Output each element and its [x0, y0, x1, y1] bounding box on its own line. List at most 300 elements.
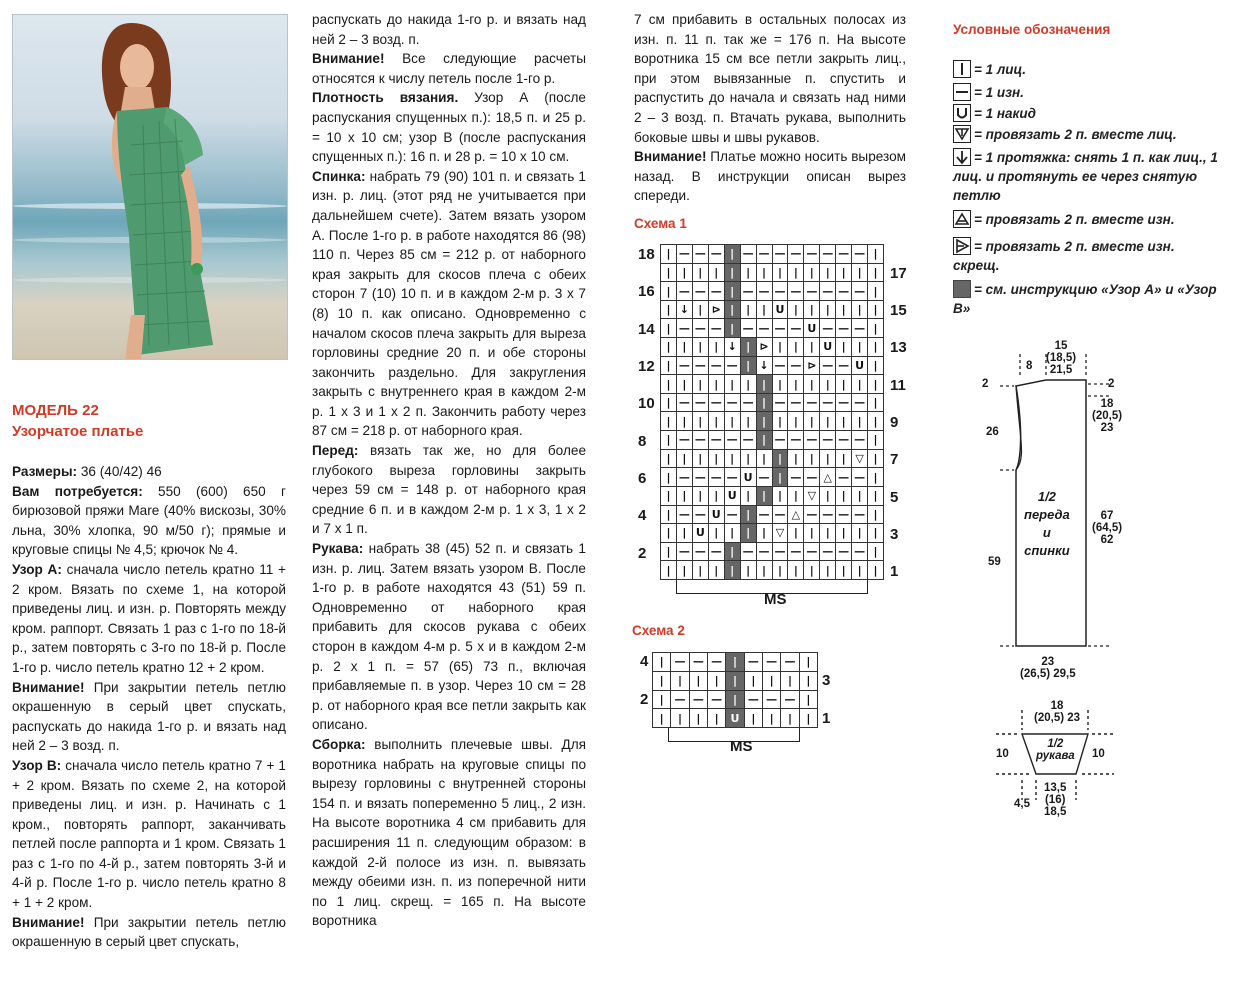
stitch-cell: | — [709, 264, 724, 282]
stitch-cell: | — [757, 431, 772, 449]
stitch-cell: | — [709, 375, 724, 393]
stitch-cell: — — [836, 431, 851, 449]
stitch-cell: | — [741, 524, 756, 542]
skpo-icon — [953, 148, 971, 166]
stitch-cell: | — [852, 301, 867, 319]
paragraph-text: вязать так же, но для более глубокого выреза горловины закрыть через 59 см = 148 р. от наборного края средние 6 п. и в каждом 2-м р. 1 х 3, 1 х 2 и 7 х 1 п. — [312, 443, 586, 537]
stitch-cell: — — [804, 245, 819, 263]
stitch-cell: | — [804, 561, 819, 579]
stitch-cell: — — [773, 245, 788, 263]
stitch-cell: | — [745, 672, 762, 690]
legend-item-text: = 1 накид — [974, 106, 1036, 121]
stitch-cell: — — [852, 431, 867, 449]
row-number: 17 — [890, 264, 907, 282]
stitch-cell: — — [709, 282, 724, 300]
paragraph — [12, 462, 286, 482]
stitch-cell: — — [804, 506, 819, 524]
stitch-cell: | — [788, 375, 803, 393]
stitch-cell: — — [690, 691, 707, 709]
stitch-cell: | — [708, 709, 725, 727]
stitch-cell: | — [726, 691, 743, 709]
stitch-cell: — — [757, 506, 772, 524]
stitch-cell: U — [741, 468, 756, 486]
stitch-cell: | — [820, 487, 835, 505]
body-label: 1/2 переда и спинки — [1024, 489, 1070, 558]
paragraph-text: 7 см прибавить в остальных полосах из изн. п. 11 п. так же = 176 п. На высоте воротника 15 см все петли закрыть лиц., при этом вывязанные п. спустить и распустить до начала и связать над ними 2 – 3 возд. п. Втачать рукава, выполнить боковые швы и швы рукавов. — [634, 12, 906, 145]
stitch-cell: | — [661, 264, 676, 282]
legend-item-text: = 1 лиц. — [974, 62, 1027, 77]
stitch-cell: | — [868, 375, 883, 393]
stitch-cell: | — [868, 487, 883, 505]
legend-item — [953, 125, 1223, 144]
paragraph — [12, 560, 286, 678]
model-photo — [12, 14, 288, 360]
body-shoulder-width: 15 (18,5) 21,5 — [1046, 340, 1077, 376]
stitch-cell: — — [741, 245, 756, 263]
stitch-cell: | — [677, 561, 692, 579]
stitch-cell: — — [852, 282, 867, 300]
stitch-cell: — — [741, 282, 756, 300]
row-number: 9 — [890, 414, 899, 431]
stitch-cell: — — [788, 245, 803, 263]
stitch-cell: | — [773, 487, 788, 505]
stitch-cell: — — [804, 431, 819, 449]
stitch-cell: | — [661, 245, 676, 263]
stitch-cell: — — [677, 357, 692, 375]
paragraph-lead: Внимание! — [12, 914, 85, 930]
legend-item — [953, 60, 1223, 79]
row-number: 1 — [890, 563, 899, 581]
body-lower-left: 59 — [988, 556, 1001, 568]
stitch-cell: | — [693, 561, 708, 579]
legend-item — [953, 148, 1223, 205]
stitch-cell: | — [773, 412, 788, 430]
row-number: 6 — [638, 470, 647, 487]
stitch-cell: — — [693, 431, 708, 449]
row-number: 5 — [890, 488, 899, 506]
stitch-cell: ▽ — [804, 487, 819, 505]
row-number: 4 — [640, 653, 649, 670]
stitch-cell: | — [852, 338, 867, 356]
stitch-cell: | — [773, 468, 788, 486]
schema-1-grid — [660, 244, 884, 580]
stitch-cell: — — [836, 245, 851, 263]
stitch-cell: | — [820, 561, 835, 579]
stitch-cell: — — [804, 282, 819, 300]
stitch-cell: U — [709, 506, 724, 524]
stitch-cell: | — [757, 450, 772, 468]
stitch-cell: — — [677, 506, 692, 524]
stitch-cell: | — [804, 338, 819, 356]
stitch-cell: | — [868, 357, 883, 375]
paragraph-text: выполнить плечевые швы. Для воротника набрать на круговые спицы по вырезу горловины с внутренней стороны 154 п. и вязать попеременно 5 лиц., 2 изн. На высоте воротника 4 см прибавить для расширения 11 п. следующим образом: в каждой 2-й полосе из изн. п. вывязать между обеими изн. п. из поперечной нити по 1 лиц. скрещ. = 165 п. На высоте воротника — [312, 736, 586, 929]
stitch-cell: | — [709, 487, 724, 505]
stitch-cell: | — [773, 375, 788, 393]
paragraph-lead: Спинка: — [312, 168, 366, 184]
stitch-cell: | — [693, 338, 708, 356]
stitch-cell: | — [800, 709, 817, 727]
stitch-cell: — — [741, 394, 756, 412]
paragraph — [312, 49, 586, 88]
stitch-cell: | — [800, 691, 817, 709]
k2tog-icon — [953, 125, 971, 143]
schema-2-ms-label: MS — [730, 738, 753, 755]
legend-item-text: = провязать 2 п. вместе лиц. — [974, 127, 1177, 142]
body-side-length: 67 (64,5) 62 — [1092, 510, 1123, 546]
legend-item — [953, 210, 1223, 229]
stitch-cell: | — [661, 524, 676, 542]
paragraph-text: Платье можно носить вырезом назад. В инструкции описан вырез спереди. — [634, 149, 906, 204]
schema-2-title: Схема 2 — [632, 623, 685, 638]
stitch-cell: ⊳ — [709, 301, 724, 319]
stitch-cell: — — [693, 245, 708, 263]
stitch-cell: | — [677, 412, 692, 430]
stitch-cell: — — [709, 394, 724, 412]
paragraph — [312, 539, 586, 735]
stitch-cell: | — [693, 450, 708, 468]
stitch-cell: | — [690, 672, 707, 690]
stitch-cell: | — [661, 319, 676, 337]
stitch-cell: — — [788, 282, 803, 300]
instructions-column-1 — [12, 462, 286, 952]
stitch-cell: — — [709, 245, 724, 263]
stitch-cell: | — [852, 561, 867, 579]
stitch-cell: | — [677, 375, 692, 393]
legend-item-text: = см. инструкцию «Узор А» и «Узор В» — [953, 282, 1217, 316]
stitch-cell: | — [671, 672, 688, 690]
stitch-cell: — — [804, 543, 819, 561]
stitch-cell: ⊳ — [804, 357, 819, 375]
stitch-cell: | — [868, 282, 883, 300]
stitch-cell: — — [677, 543, 692, 561]
paragraph — [12, 482, 286, 560]
sleeve-height-right: 10 — [1092, 748, 1105, 760]
sleeve-top-width: 18 (20,5) 23 — [1034, 700, 1081, 724]
stitch-cell: — — [745, 653, 762, 671]
stitch-cell: — — [852, 245, 867, 263]
stitch-cell: — — [820, 431, 835, 449]
paragraph-text: 550 (600) 650 г бирюзовой пряжи Mare (40% вискозы, 30% льна, 30% хлопка, 90 м/50 г); прямые и круговые спицы № 4,5; крючок № 4. — [12, 483, 286, 558]
stitch-cell: | — [661, 561, 676, 579]
paragraph-text: При закрытии петель петлю окрашенную в серый цвет спускать, распускать до накида 1-го р. и вязать над ней 2 – 3 возд. п. — [12, 679, 286, 754]
stitch-cell: | — [763, 709, 780, 727]
stitch-cell: | — [868, 543, 883, 561]
paragraph-lead: Вам потребуется: — [12, 483, 143, 499]
stitch-cell: | — [820, 264, 835, 282]
stitch-cell: | — [661, 487, 676, 505]
stitch-cell: — — [773, 543, 788, 561]
stitch-cell: | — [757, 264, 772, 282]
stitch-cell: | — [804, 375, 819, 393]
row-number: 1 — [822, 710, 831, 727]
stitch-cell: | — [836, 487, 851, 505]
stitch-cell: | — [836, 301, 851, 319]
row-number: 18 — [638, 246, 655, 263]
stitch-cell: | — [836, 412, 851, 430]
stitch-cell: | — [773, 338, 788, 356]
stitch-cell: | — [868, 264, 883, 282]
stitch-cell: | — [693, 412, 708, 430]
stitch-cell: | — [661, 338, 676, 356]
stitch-cell: — — [852, 506, 867, 524]
stitch-cell: | — [820, 412, 835, 430]
stitch-cell: | — [804, 524, 819, 542]
stitch-cell: | — [677, 524, 692, 542]
stitch-cell: | — [820, 375, 835, 393]
stitch-cell: — — [757, 543, 772, 561]
stitch-cell: | — [725, 264, 740, 282]
stitch-cell: | — [677, 450, 692, 468]
stitch-cell: | — [709, 338, 724, 356]
stitch-cell: — — [773, 394, 788, 412]
body-neck-top: 8 — [1026, 360, 1033, 372]
stitch-cell: | — [653, 691, 670, 709]
stitch-cell: | — [757, 375, 772, 393]
stitch-cell: — — [693, 468, 708, 486]
stitch-cell: U — [804, 319, 819, 337]
stitch-cell: | — [757, 394, 772, 412]
stitch-cell: | — [868, 468, 883, 486]
paragraph-text: набрать 79 (90) 101 п. и связать 1 изн. р. лиц. (этот ряд не учитывается при дальнейшем счете). Затем вязать узором А. После 1-го р. в работе находятся 86 (98) 110 п. Через 85 см = 212 р. от наборного края закрыть для скосов плеча с обеих сторон 7 (10) 10 п. и в каждом 2-м р. 3 х 7 (8) 10 п. как описано. Одновременно с началом скосов плеча закрыть для выреза горловины средние 20 п. и обе стороны закончить раздельно. Для закругления закрыть с внутреннего края в каждом 2-м р. 1 х 3 и 1 х 2 п. Закончить работу через 87 см = 218 р. от наборного края. — [312, 168, 586, 439]
stitch-cell: | — [725, 282, 740, 300]
stitch-cell: ▽ — [773, 524, 788, 542]
stitch-cell: | — [725, 561, 740, 579]
sleeve-bottom-width: 13,5 (16) 18,5 — [1044, 782, 1067, 818]
paragraph-text: сначала число петель кратно 11 + 2 кром. Вязать по схеме 1, на которой приведены лиц. и изн. р. Повторять между кром. раппорт. Связать 1 раз с 1-го по 18-й р., затем повторять с 3-го по 18-й р. После 1-го р. число петель кратно 12 + 2 кром. — [12, 561, 286, 675]
stitch-cell: | — [725, 524, 740, 542]
legend-item — [953, 280, 1223, 318]
stitch-cell: — — [788, 394, 803, 412]
stitch-cell: | — [661, 468, 676, 486]
stitch-cell: — — [693, 394, 708, 412]
stitch-cell: | — [661, 282, 676, 300]
stitch-cell: — — [836, 394, 851, 412]
stitch-cell: — — [788, 468, 803, 486]
stitch-cell: | — [868, 394, 883, 412]
stitch-cell: | — [725, 319, 740, 337]
stitch-cell: | — [693, 301, 708, 319]
stitch-cell: | — [757, 487, 772, 505]
stitch-cell: — — [690, 653, 707, 671]
stitch-cell: | — [677, 264, 692, 282]
stitch-cell: — — [788, 319, 803, 337]
paragraph-text: распускать до накида 1-го р. и вязать над ней 2 – 3 возд. п. — [312, 12, 586, 47]
stitch-cell: — — [741, 319, 756, 337]
stitch-cell: U — [820, 338, 835, 356]
stitch-cell: | — [773, 450, 788, 468]
row-number: 4 — [638, 507, 647, 525]
stitch-cell: — — [836, 543, 851, 561]
stitch-cell: — — [773, 506, 788, 524]
stitch-cell: — — [677, 468, 692, 486]
legend-item — [953, 237, 1223, 275]
model-in-green-lace-dress-photo — [13, 15, 288, 360]
stitch-cell: — — [820, 282, 835, 300]
stitch-cell: | — [820, 301, 835, 319]
stitch-cell: | — [868, 431, 883, 449]
stitch-cell: | — [781, 709, 798, 727]
stitch-cell: — — [757, 245, 772, 263]
stitch-cell: — — [763, 691, 780, 709]
stitch-cell: △ — [788, 506, 803, 524]
stitch-cell: — — [781, 653, 798, 671]
stitch-cell: | — [693, 264, 708, 282]
stitch-cell: | — [800, 672, 817, 690]
stitch-cell: — — [820, 394, 835, 412]
row-number: 3 — [822, 672, 831, 689]
stitch-cell: | — [708, 672, 725, 690]
stitch-cell: | — [836, 450, 851, 468]
stitch-cell: | — [757, 301, 772, 319]
stitch-cell: — — [757, 468, 772, 486]
stitch-cell: — — [773, 431, 788, 449]
body-armhole: 18 (20,5) 23 — [1092, 398, 1123, 434]
stitch-cell: | — [788, 450, 803, 468]
stitch-cell: — — [852, 319, 867, 337]
stitch-cell: — — [671, 691, 688, 709]
stitch-cell: | — [741, 357, 756, 375]
stitch-cell: — — [836, 357, 851, 375]
stitch-cell: | — [773, 264, 788, 282]
stitch-cell: — — [757, 319, 772, 337]
stitch-cell: — — [677, 282, 692, 300]
stitch-cell: | — [820, 524, 835, 542]
stitch-cell: — — [788, 543, 803, 561]
stitch-cell: | — [677, 487, 692, 505]
stitch-cell: | — [741, 264, 756, 282]
paragraph-lead: Внимание! — [12, 679, 85, 695]
yarn-over-icon — [953, 104, 971, 122]
stitch-cell: | — [788, 524, 803, 542]
legend-item — [953, 83, 1223, 102]
stitch-cell: | — [788, 487, 803, 505]
stitch-cell: — — [741, 431, 756, 449]
stitch-cell: | — [725, 375, 740, 393]
stitch-cell: ▽ — [852, 450, 867, 468]
stitch-cell: | — [852, 264, 867, 282]
stitch-cell: U — [693, 524, 708, 542]
stitch-cell: | — [868, 338, 883, 356]
stitch-cell: | — [725, 301, 740, 319]
stitch-cell: | — [741, 450, 756, 468]
stitch-cell: | — [725, 543, 740, 561]
stitch-cell: | — [690, 709, 707, 727]
stitch-cell: | — [661, 394, 676, 412]
stitch-cell: — — [677, 319, 692, 337]
row-number: 15 — [890, 302, 907, 319]
legend-item-text: = 1 протяжка: снять 1 п. как лиц., 1 лиц. и протянуть ее через снятую петлю — [953, 150, 1218, 203]
paragraph — [634, 10, 906, 147]
stitch-cell: | — [763, 672, 780, 690]
stitch-cell: | — [661, 412, 676, 430]
stitch-cell: — — [836, 468, 851, 486]
stitch-cell: | — [693, 487, 708, 505]
stitch-cell: | — [868, 450, 883, 468]
stitch-cell: — — [773, 282, 788, 300]
row-number: 10 — [638, 395, 655, 413]
stitch-cell: — — [708, 653, 725, 671]
stitch-cell: — — [708, 691, 725, 709]
stitch-cell: — — [725, 506, 740, 524]
stitch-cell: | — [836, 524, 851, 542]
stitch-cell: | — [709, 524, 724, 542]
stitch-cell: | — [820, 450, 835, 468]
stitch-cell: — — [820, 245, 835, 263]
paragraph — [12, 913, 286, 952]
stitch-cell: | — [757, 561, 772, 579]
stitch-cell: | — [661, 357, 676, 375]
paragraph-lead: Рукава: — [312, 541, 364, 557]
stitch-cell: | — [709, 412, 724, 430]
stitch-cell: — — [757, 282, 772, 300]
instructions-column-3 — [634, 10, 906, 206]
stitch-cell: — — [725, 357, 740, 375]
stitch-cell: | — [709, 561, 724, 579]
stitch-cell: — — [773, 319, 788, 337]
stitch-cell: — — [836, 506, 851, 524]
stitch-cell: — — [852, 394, 867, 412]
stitch-cell: — — [709, 543, 724, 561]
paragraph-lead: Внимание! — [634, 149, 707, 165]
stitch-cell: | — [773, 561, 788, 579]
stitch-cell: — — [763, 653, 780, 671]
stitch-cell: — — [804, 468, 819, 486]
stitch-cell: | — [745, 709, 762, 727]
stitch-cell: | — [741, 375, 756, 393]
stitch-cell: — — [693, 543, 708, 561]
stitch-cell: ↓ — [757, 357, 772, 375]
paragraph-lead: Узор А: — [12, 561, 62, 577]
stitch-cell: — — [693, 506, 708, 524]
paragraph-text: 36 (40/42) 46 — [77, 464, 162, 479]
paragraph-text: При закрытии петель петлю окрашенную в серый цвет спускать, — [12, 914, 286, 950]
paragraph-text: Все следующие расчеты относятся к числу петель после 1-го р. — [312, 51, 586, 86]
stitch-cell: | — [836, 375, 851, 393]
stitch-cell: U — [726, 709, 743, 727]
legend-item-text: = провязать 2 п. вместе изн. — [974, 212, 1175, 227]
stitch-cell: | — [800, 653, 817, 671]
stitch-cell: | — [653, 653, 670, 671]
sleeve-bottom-offset: 4,5 — [1014, 798, 1030, 810]
purl-stitch-icon — [953, 83, 971, 101]
stitch-cell: | — [741, 506, 756, 524]
stitch-cell: — — [693, 282, 708, 300]
body-shoulder-drop-left: 2 — [982, 378, 989, 390]
stitch-cell: | — [804, 450, 819, 468]
stitch-cell: | — [788, 412, 803, 430]
stitch-cell: | — [661, 506, 676, 524]
stitch-cell: — — [820, 357, 835, 375]
stitch-cell: — — [709, 357, 724, 375]
paragraph-lead: Перед: — [312, 443, 359, 459]
stitch-cell: — — [709, 468, 724, 486]
body-shoulder-drop-right: 2 — [1108, 378, 1115, 390]
stitch-cell: | — [852, 412, 867, 430]
paragraph-lead: Сборка: — [312, 736, 366, 752]
stitch-cell: — — [788, 431, 803, 449]
stitch-cell: | — [868, 506, 883, 524]
body-neck-depth: 26 — [986, 426, 999, 438]
stitch-cell: | — [868, 301, 883, 319]
schema-1-ms-label: MS — [764, 591, 787, 608]
legend-title: Условные обозначения — [953, 22, 1111, 37]
row-number: 2 — [640, 691, 649, 708]
model-number: МОДЕЛЬ 22 — [12, 402, 99, 419]
legend-item-text: = 1 изн. — [974, 85, 1024, 100]
stitch-cell: | — [788, 264, 803, 282]
paragraph-text: набрать 38 (45) 52 п. и связать 1 изн. р. лиц. Затем вязать узором В. После 1-го р. в работе находятся 43 (51) 59 п. Одновременно от наборного края прибавить для скосов рукава с обеих сторон в каждом 4-м р. 5 х и в каждом 2-м р. 2 х 1 п. = 57 (65) 73 п., включая прибавляемые п. в узор. Через 10 см = 28 р. от наборного края все петли закрыть как описано. — [312, 541, 586, 733]
stitch-cell: | — [804, 412, 819, 430]
